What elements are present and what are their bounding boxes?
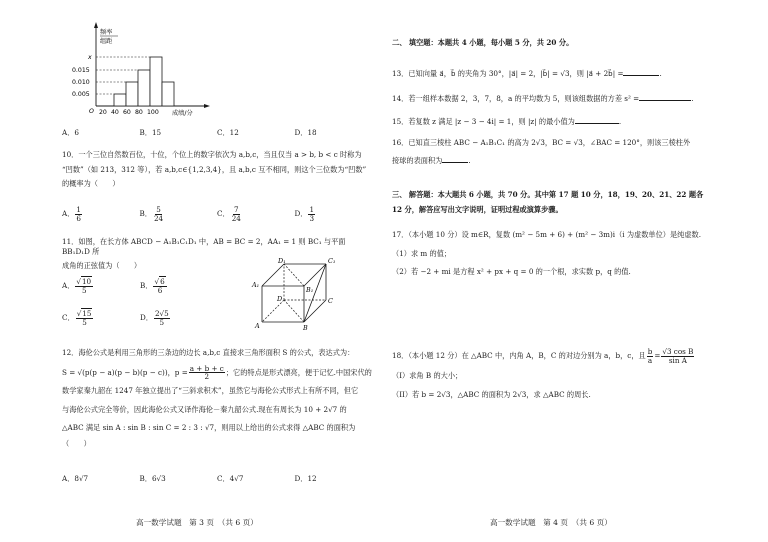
y-axis-arrow: [94, 22, 98, 28]
y-tick-0005: 0.005: [72, 91, 90, 98]
q11-options: [62, 278, 192, 326]
footer-page-4: 高一数学试题 第 4 页 （共 6 页）: [490, 518, 612, 527]
q18-part-2: （II）若 b = 2√3，△ABC 的面积为 2√3，求 △ABC 的周长.: [392, 389, 591, 399]
q16-line-2-wrap: 接球的表面积为 .: [392, 155, 471, 165]
q12-line-5: △ABC 满足 sin A : sin B : sin C = 2 : 3 : √7，则用以上给出的公式求得 △ABC 的面积为: [62, 423, 356, 433]
x-axis-arrow: [204, 104, 210, 108]
q10-option-c[interactable]: C． $\frac{7}{24}$: [217, 205, 241, 223]
question-18: [392, 348, 712, 400]
x-tick-100: 100: [147, 109, 159, 116]
q11-option-d[interactable]: D． $\frac{2√5}{5}$: [140, 309, 169, 327]
q15-answer-blank[interactable]: [575, 116, 619, 124]
edge-b-d: [284, 300, 304, 322]
section-3-line-1: 三、 解答题：本大题共 6 小题，共 70 分。其中第 17 题 10 分，18，19、20、21、22 题各: [392, 190, 704, 199]
q10-options: [62, 206, 372, 222]
label-b1: B₁: [306, 286, 314, 294]
label-c: C: [328, 297, 333, 305]
q10-option-a[interactable]: A． $\frac{1}{6}$: [62, 205, 81, 223]
bar-4: [150, 57, 162, 106]
q16-line-1: 16．已知直三棱柱 ABC − A₁B₁C₁ 的高为 2√3，BC = √3，∠BAC = 120°，则该三棱柱外: [392, 138, 691, 147]
section-2-title: 二、 填空题：本题共 4 小题，每小题 5 分，共 20 分。: [392, 38, 574, 47]
q10-option-d[interactable]: D． $\frac{1}{3}$: [294, 205, 315, 223]
section-3-line-2: 12 分，解答应写出文字说明，证明过程或演算步骤。: [392, 204, 563, 214]
label-d1: D₁: [278, 257, 286, 265]
q18-fraction-b-a: $\frac{b}{a}$: [647, 347, 653, 365]
label-d: D: [277, 295, 283, 303]
edge-a1-d1: [262, 264, 284, 286]
q12-formula: S = √(p(p − a)(p − b)(p − c))，p =: [62, 367, 188, 377]
edge-b-c: [304, 300, 326, 322]
edge-b1-c1: [304, 264, 326, 286]
left-page: [62, 0, 372, 542]
q17-part-1: （1）求 m 的值；: [392, 248, 452, 258]
section-3-title: [392, 190, 712, 214]
q17-line-1: 17．（本小题 10 分）设 m∈R，复数 (m² − 5m + 6) + (m² − 3m)i（i 为虚数单位）是纯虚数.: [392, 230, 701, 239]
q11-line-2: 成角的正弦值为（ ）: [62, 261, 142, 271]
y-axis-label-top: 频率: [100, 29, 113, 36]
q18-line-1: [392, 348, 712, 364]
question-13: 13．已知向量 a⃗，b⃗ 的夹角为 30°，|a⃗| = 2，|b⃗| = √3，则 |a⃗ + 2b⃗| = .: [392, 69, 662, 78]
q18-equals: =: [654, 351, 661, 361]
q10-line-1: 10．一个三位自然数百位，十位，个位上的数字依次为 a,b,c，当且仅当 a > b, b < c 时称为: [62, 150, 362, 159]
q11-option-c[interactable]: C． $\frac{√15}{5}$: [62, 309, 92, 327]
bar-5: [162, 82, 174, 106]
q9-option-a[interactable]: A．6: [62, 128, 79, 137]
q9-option-d[interactable]: D．18: [294, 128, 317, 137]
x-tick-80: 80: [135, 109, 143, 116]
bar-1: [114, 94, 126, 106]
y-tick-0010: 0.010: [72, 79, 90, 86]
q12-option-b[interactable]: B．6√3: [139, 474, 166, 483]
q12-line-1: 12．海伦公式是利用三角形的三条边的边长 a,b,c 直接求三角形面积 S 的公式，表达式为：: [62, 348, 355, 357]
y-tick-x: x: [88, 54, 92, 61]
q18-part-1: （I）求角 B 的大小；: [392, 371, 463, 381]
q16-answer-blank[interactable]: [442, 155, 468, 163]
q12-semi-perimeter: $\frac{a + b + c}{2}$: [189, 363, 224, 382]
question-16: [392, 138, 712, 165]
q12-line-4: 与海伦公式完全等价，因此海伦公式又译作海伦－秦九韶公式.现在有周长为 10 + 2√7 的: [62, 404, 347, 414]
q12-formula-line: [62, 365, 372, 381]
label-c1: C₁: [328, 257, 336, 265]
q12-options: [62, 474, 372, 484]
q9-option-b[interactable]: B．15: [139, 128, 162, 137]
question-17: [392, 230, 712, 277]
q18-line-1-text: 18．（本小题 12 分）在 △ABC 中，内角 A，B，C 的对边分别为 a，b，c，且: [392, 351, 646, 361]
x-tick-60: 60: [123, 109, 131, 116]
q11-line-1: 11．如图，在长方体 ABCD − A₁B₁C₁D₁ 中，AB = BC = 2，AA₁ = 1 则 BC₁ 与平面 BB₁D₁D 所: [62, 237, 346, 256]
edge-d-a: [262, 300, 284, 322]
q12-line-3: 数学家秦九韶在 1247 年独立提出了“三斜求积术”，虽然它与海伦公式形式上有所不同，但它: [62, 385, 359, 395]
q14-answer-blank[interactable]: [639, 93, 691, 101]
q12-option-c[interactable]: C．4√7: [217, 474, 244, 483]
q16-line-2: 接球的表面积为: [392, 155, 443, 165]
q9-option-c[interactable]: C．12: [217, 128, 239, 137]
x-tick-20: 20: [99, 109, 107, 116]
q11-option-a[interactable]: A． $\frac{√10}{5}$: [62, 277, 92, 295]
q10-line-3: 的概率为（ ）: [62, 179, 120, 189]
q10-line-2: “凹数”（如 213，312 等），若 a,b,c∈{1,2,3,4}，且 a,b,c 互不相同，则这个三位数为“凹数”: [62, 164, 367, 174]
question-12: [62, 348, 372, 449]
bar-2: [126, 82, 138, 106]
question-10: [62, 150, 372, 189]
label-a: A: [255, 322, 260, 330]
q11-option-b[interactable]: B． $\frac{√6}{6}$: [140, 277, 165, 295]
edge-b1-d1: [284, 264, 304, 286]
q13-answer-blank[interactable]: [623, 68, 659, 76]
right-page: [392, 0, 712, 542]
q10-option-b[interactable]: B． $\frac{5}{24}$: [139, 205, 164, 223]
q12-line-6: （ ）: [62, 439, 91, 448]
q9-options: [62, 128, 372, 138]
q13-text: 13．已知向量 a⃗，b⃗ 的夹角为 30°，|a⃗| = 2，|b⃗| = √3，则 |a⃗ + 2b⃗| =: [392, 69, 624, 78]
q12-option-d[interactable]: D．12: [294, 474, 317, 483]
q15-text: 15．若复数 z 满足 |z − 3 − 4i| = 1，则 |z| 的最小值为: [392, 117, 575, 126]
question-15: 15．若复数 z 满足 |z − 3 − 4i| = 1，则 |z| 的最小值为 .: [392, 117, 622, 126]
q17-part-2: （2）若 −2 + mi 是方程 x² + px + q = 0 的一个根，求实数 p，q 的值.: [392, 267, 631, 277]
y-tick-0015: 0.015: [72, 67, 90, 74]
label-b: B: [303, 324, 308, 332]
frequency-histogram: [66, 4, 216, 116]
label-a1: A₁: [252, 281, 260, 289]
footer-page-3: 高一数学试题 第 3 页 （共 6 页）: [136, 518, 258, 527]
x-tick-40: 40: [111, 109, 119, 116]
origin-label: O: [89, 108, 94, 115]
question-14: 14．若一组样本数据 2，3，7，8，a 的平均数为 5，则该组数据的方差 s² = .: [392, 94, 694, 103]
cuboid-figure: [248, 256, 348, 336]
y-axis-label-bottom: 组距: [100, 38, 113, 45]
x-axis-label: 成绩/分: [172, 110, 193, 116]
q12-option-a[interactable]: A．8√7: [62, 474, 89, 483]
bar-3: [138, 70, 150, 106]
q18-fraction-cosb: $\frac{\text{√3 cos B}}{\text{sin A}}$: [662, 347, 694, 365]
q14-text: 14．若一组样本数据 2，3，7，8，a 的平均数为 5，则该组数据的方差 s² =: [392, 94, 640, 103]
q12-line-2-tail: ；它的特点是形式漂亮，便于记忆.中国宋代的: [225, 367, 372, 377]
